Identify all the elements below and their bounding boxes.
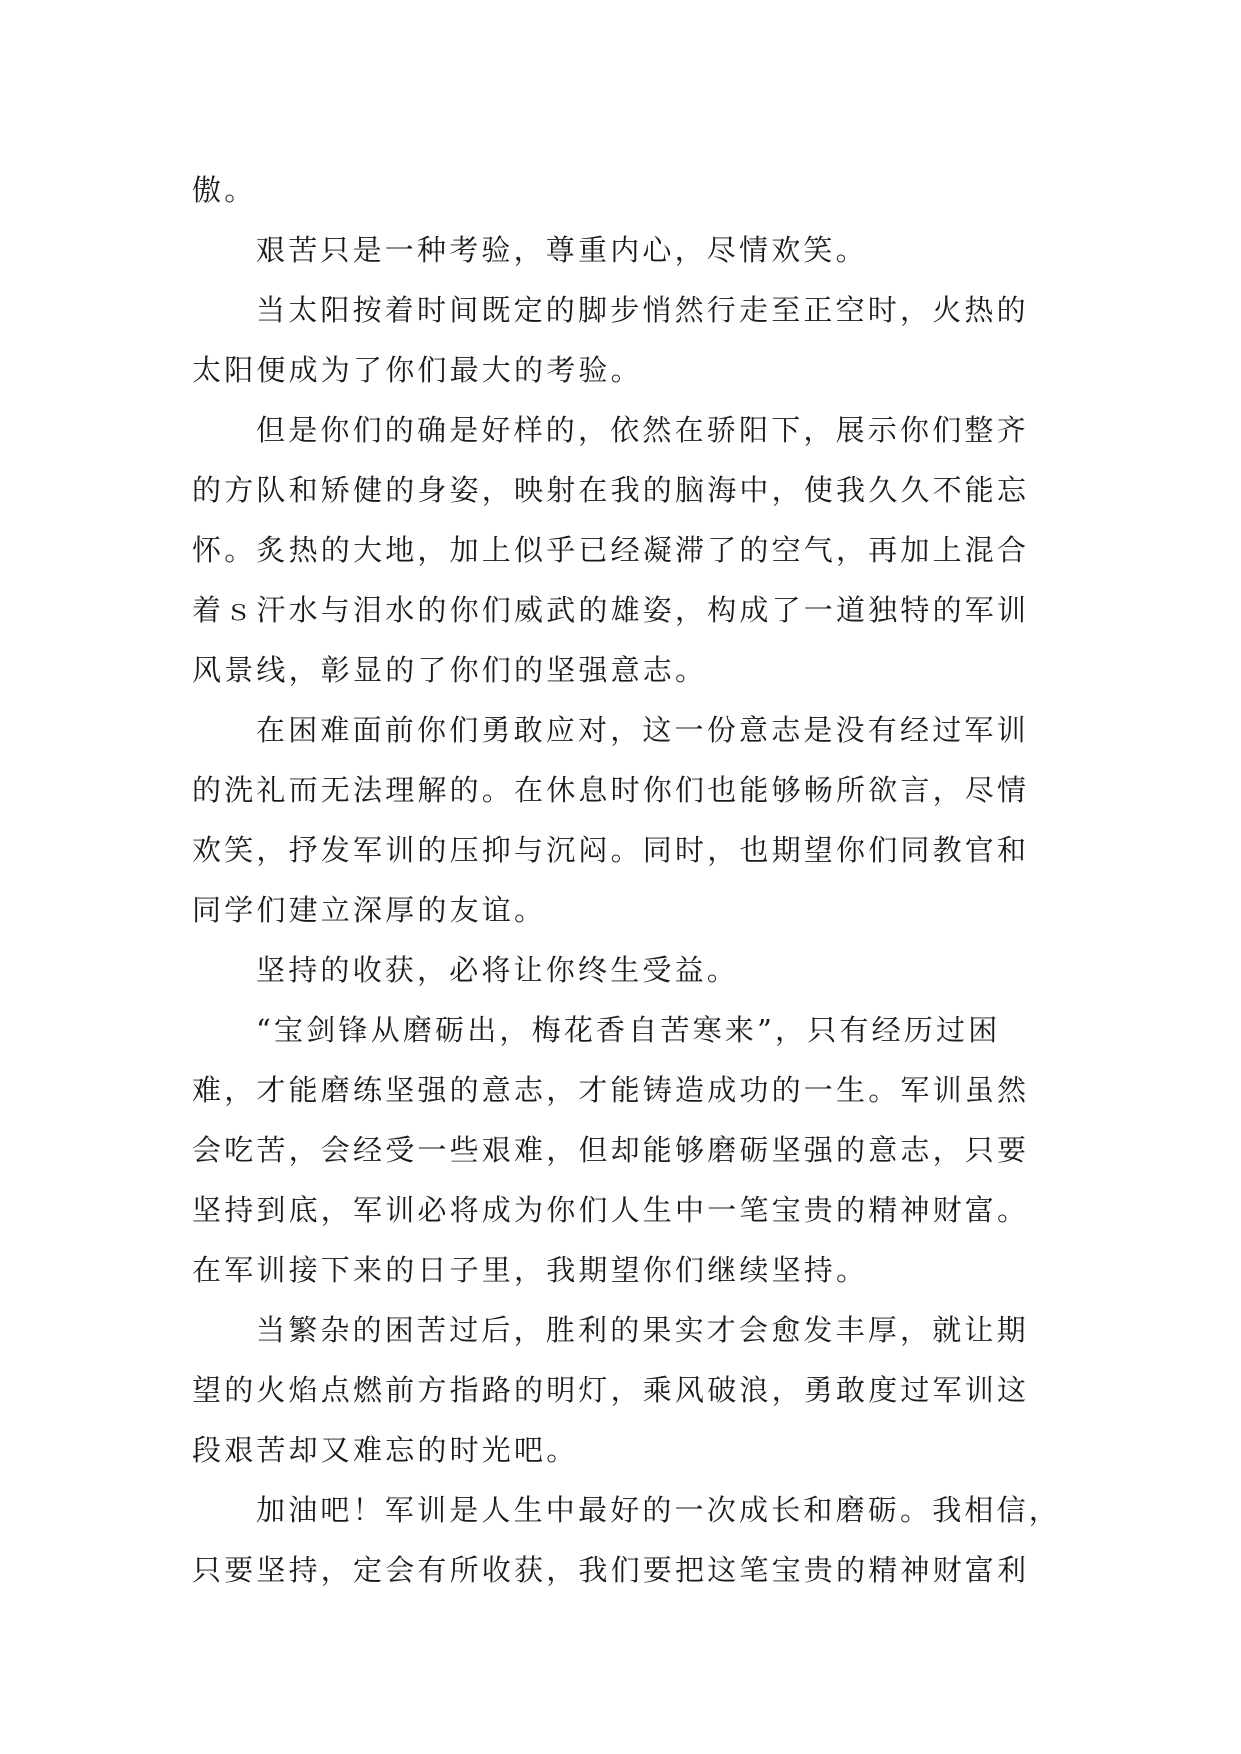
text-line: 风景线，彰显的了你们的坚强意志。: [192, 653, 708, 687]
text-line: 坚持到底，军训必将成为你们人生中一笔宝贵的精神财富。: [192, 1193, 1030, 1227]
text-line: 在军训接下来的日子里，我期望你们继续坚持。: [192, 1253, 869, 1287]
text-line: 艰苦只是一种考验，尊重内心，尽情欢笑。: [256, 233, 868, 267]
text-line: 段艰苦却又难忘的时光吧。: [192, 1433, 579, 1467]
text-line: 加油吧！军训是人生中最好的一次成长和磨砺。我相信，: [256, 1493, 1062, 1527]
text-line: 会吃苦，会经受一些艰难，但却能够磨砺坚强的意志，只要: [192, 1133, 1030, 1167]
text-line: 在困难面前你们勇敢应对，这一份意志是没有经过军训: [256, 713, 1029, 747]
paragraph: [192, 940, 1072, 1000]
text-line: 傲。: [192, 173, 257, 207]
text-line: 但是你们的确是好样的，依然在骄阳下，展示你们整齐: [256, 413, 1029, 447]
text-line: 怀。炙热的大地，加上似乎已经凝滞了的空气，再加上混合: [192, 533, 1030, 567]
text-line: 难，才能磨练坚强的意志，才能铸造成功的一生。军训虽然: [192, 1073, 1030, 1107]
paragraph: [192, 1300, 1072, 1480]
text-line: 当繁杂的困苦过后，胜利的果实才会愈发丰厚，就让期: [256, 1313, 1029, 1347]
text-line: 欢笑，抒发军训的压抑与沉闷。同时，也期望你们同教官和: [192, 833, 1030, 867]
paragraph: [192, 1480, 1072, 1600]
paragraph: [192, 220, 1072, 280]
paragraph: [192, 160, 1072, 220]
text-line: “宝剑锋从磨砺出，梅花香自苦寒来”，只有经历过困: [256, 1013, 1001, 1047]
text-line: 坚持的收获，必将让你终生受益。: [256, 953, 740, 987]
paragraph: [192, 400, 1072, 700]
text-line: 望的火焰点燃前方指路的明灯，乘风破浪，勇敢度过军训这: [192, 1373, 1030, 1407]
paragraph: [192, 280, 1072, 400]
paragraph: [192, 700, 1072, 940]
text-line: 着ｓ汗水与泪水的你们威武的雄姿，构成了一道独特的军训: [192, 593, 1030, 627]
paragraph: [192, 1000, 1072, 1300]
document-body: [192, 160, 1072, 1600]
text-line: 太阳便成为了你们最大的考验。: [192, 353, 643, 387]
text-line: 同学们建立深厚的友谊。: [192, 893, 547, 927]
text-line: 的洗礼而无法理解的。在休息时你们也能够畅所欲言，尽情: [192, 773, 1030, 807]
text-line: 的方队和矫健的身姿，映射在我的脑海中，使我久久不能忘: [192, 473, 1030, 507]
text-line: 当太阳按着时间既定的脚步悄然行走至正空时，火热的: [256, 293, 1029, 327]
text-line: 只要坚持，定会有所收获，我们要把这笔宝贵的精神财富利: [192, 1553, 1030, 1587]
